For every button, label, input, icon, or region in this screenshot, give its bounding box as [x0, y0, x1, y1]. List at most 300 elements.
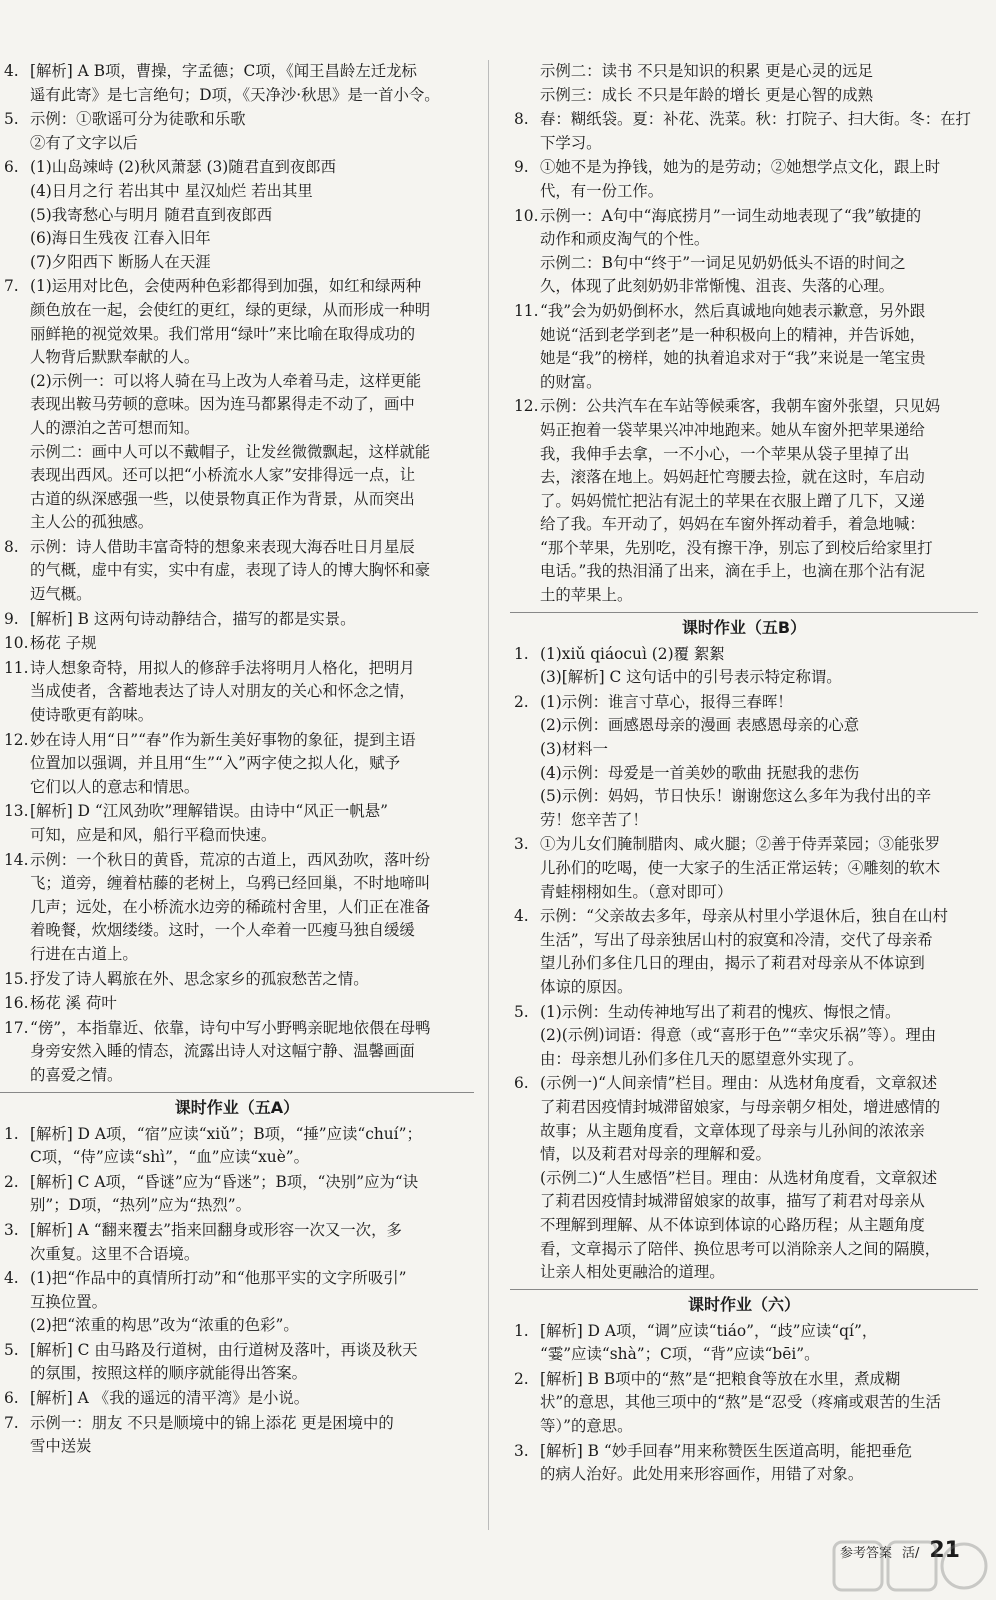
answer-line	[0, 1387, 474, 1411]
answer-number: 10.	[4, 634, 29, 653]
answer-line	[510, 180, 978, 204]
answer-number: 9.	[4, 609, 19, 628]
answer-line	[0, 824, 474, 848]
column-divider	[488, 60, 489, 1530]
answer-line	[0, 393, 474, 417]
answer-text: (示例一)“人间亲情”栏目。理由：从选材角度看，文章叙述	[540, 1074, 938, 1093]
answer-number: 3.	[514, 835, 529, 854]
answer-text: [解析] A “翻来覆去”指来回翻身或形容一次又一次，多	[30, 1220, 402, 1239]
answer-item	[0, 849, 474, 967]
answer-line	[0, 776, 474, 800]
answer-line	[0, 1314, 474, 1338]
answer-text: 表现出鞍马劳顿的意味。因为连马都累得走不动了，画中	[30, 395, 415, 414]
answer-text: ②有了文字以后	[30, 133, 138, 152]
answer-item	[0, 536, 474, 607]
answer-number: 3.	[514, 1441, 529, 1460]
answer-line	[510, 513, 978, 537]
answer-text: 劳！您辛苦了！	[540, 810, 648, 829]
answer-line	[0, 275, 474, 299]
answer-text: 互换位置。	[30, 1292, 107, 1311]
answer-text: ①她不是为挣钱，她为的是劳动；②她想学点文化，跟上时	[540, 158, 941, 177]
section-heading: 课时作业（五A）	[0, 1092, 474, 1121]
answer-text: 春：糊纸袋。夏：补花、洗菜。秋：打院子、扫大街。冬：在打	[540, 110, 971, 129]
answer-number: 6.	[514, 1074, 529, 1093]
answer-number: 14.	[4, 850, 29, 869]
answer-line	[0, 1017, 474, 1041]
answer-text: 的病人治好。此处用来形容画作，用错了对象。	[540, 1465, 864, 1484]
answer-text: 示例一：A句中“海底捞月”一词生动地表现了“我”敏捷的	[540, 206, 922, 225]
answer-line	[510, 395, 978, 419]
answer-line	[0, 1219, 474, 1243]
answer-number: 11.	[514, 301, 539, 320]
answer-line	[510, 1391, 978, 1415]
answer-text: [解析] C 由马路及行道树，由行道树及落叶，再谈及秋天	[30, 1340, 418, 1359]
answer-number: 5.	[4, 1340, 19, 1359]
answer-text: (2)示例：画感恩母亲的漫画 表感恩母亲的心意	[540, 716, 860, 735]
answer-line	[510, 1143, 978, 1167]
answer-line	[510, 691, 978, 715]
answer-line	[510, 905, 978, 929]
answer-line	[510, 347, 978, 371]
answer-line	[0, 1339, 474, 1363]
answer-line	[0, 1412, 474, 1436]
answer-text: 下学习。	[540, 133, 602, 152]
answer-line	[0, 800, 474, 824]
answer-line	[0, 1194, 474, 1218]
answer-number: 7.	[4, 277, 19, 296]
answer-text: 抒发了诗人羁旅在外、思念家乡的孤寂愁苦之情。	[30, 969, 369, 988]
answer-line	[0, 1435, 474, 1459]
answer-line	[0, 680, 474, 704]
left-column	[0, 60, 474, 1460]
answer-text: 示例：①歌谣可分为徒歌和乐歌	[30, 110, 246, 129]
answer-number: 9.	[514, 158, 529, 177]
answer-item	[0, 1171, 474, 1218]
answer-text: 的氛围，按照这样的顺序就能得出答案。	[30, 1364, 308, 1383]
answer-text: (2)把“浓重的构思”改为“浓重的色彩”。	[30, 1316, 299, 1335]
answer-item	[0, 729, 474, 800]
answer-line	[510, 1001, 978, 1025]
answer-line	[510, 1320, 978, 1344]
answer-text: “我”会为奶奶倒杯水，然后真诚地向她表示歉意，另外跟	[540, 301, 926, 320]
answer-item	[510, 156, 978, 203]
answer-item	[0, 1219, 474, 1266]
answer-item	[510, 60, 978, 107]
answer-item	[0, 632, 474, 656]
answer-number: 6.	[4, 158, 19, 177]
answer-line	[510, 108, 978, 132]
answer-line	[0, 632, 474, 656]
answer-text: 示例：诗人借助丰富奇特的想象来表现大海吞吐日月星辰	[30, 537, 415, 556]
answer-item	[510, 905, 978, 999]
answer-line	[510, 132, 978, 156]
answer-line	[0, 180, 474, 204]
answer-text: 示例：“父亲故去多年，母亲从村里小学退休后，独自在山村	[540, 907, 949, 926]
answer-text: 雪中送炭	[30, 1437, 92, 1456]
answer-text: 给了我。车开动了，妈妈在车窗外挥动着手，着急地喊：	[540, 515, 925, 534]
answer-text: 表现出西风。还可以把“小桥流水人家”安排得远一点，让	[30, 466, 416, 485]
answer-number: 15.	[4, 969, 29, 988]
answer-line	[0, 132, 474, 156]
answer-text: 几声；远处，在小桥流水边旁的稀疏村舍里，人们正在准备	[30, 897, 431, 916]
answer-text: [解析] A B项，曹操，字孟德；C项，《闻王昌龄左迁龙标	[30, 62, 417, 80]
answer-line	[510, 1368, 978, 1392]
answer-text: [解析] B “妙手回春”用来称赞医生医道高明，能把垂危	[540, 1441, 913, 1460]
answer-text: (7)夕阳西下 断肠人在天涯	[30, 252, 211, 271]
answer-line	[510, 156, 978, 180]
answer-number: 1.	[514, 1321, 529, 1340]
answer-line	[0, 752, 474, 776]
answer-item	[0, 608, 474, 632]
answer-number: 8.	[514, 110, 529, 129]
answer-line	[0, 1146, 474, 1170]
answer-text: 遥有此寄》是七言绝句；D项，《天净沙·秋思》是一首小令。	[30, 85, 440, 104]
answer-line	[0, 156, 474, 180]
answer-item	[510, 643, 978, 690]
answer-text: 青蛙栩栩如生。（意对即可）	[540, 882, 733, 901]
answer-line	[510, 1096, 978, 1120]
answer-item	[0, 60, 474, 107]
answer-line	[510, 976, 978, 1000]
answer-text: C项，“侍”应读“shì”，“血”应读“xuè”。	[30, 1148, 310, 1167]
answer-text: 了。妈妈慌忙把沾有泥土的苹果在衣服上蹭了几下，又递	[540, 491, 925, 510]
answer-line	[510, 371, 978, 395]
answer-text: 等）”的意思。	[540, 1417, 633, 1436]
answer-line	[510, 300, 978, 324]
answer-text: 久，体现了此刻奶奶非常惭愧、沮丧、失落的心理。	[540, 277, 894, 296]
answer-line	[510, 881, 978, 905]
answer-item	[0, 992, 474, 1016]
answer-text: 示例二：B句中“终于”一词足见奶奶低头不语的时间之	[540, 253, 906, 272]
answer-line	[0, 872, 474, 896]
answer-text: 看，文章揭示了陪伴、换位思考可以消除亲人之间的隔膜，	[540, 1239, 941, 1258]
answer-line	[510, 1463, 978, 1487]
answer-line	[510, 1415, 978, 1439]
answer-item	[0, 968, 474, 992]
answer-number: 12.	[514, 397, 539, 416]
answer-item	[0, 108, 474, 155]
answer-number: 3.	[4, 1220, 19, 1239]
answer-text: 杨花 子规	[30, 634, 97, 653]
answer-text: “霎”应读“shà”；C项，“背”应读“bēi”。	[540, 1345, 820, 1364]
answer-item	[0, 657, 474, 728]
answer-line	[510, 1167, 978, 1191]
answer-text: 了莉君因疫情封城滞留娘家的故事，描写了莉君对母亲从	[540, 1192, 925, 1211]
answer-line	[510, 809, 978, 833]
answer-line	[510, 1343, 978, 1367]
answer-text: [解析] D A项，“宿”应读“xiǔ”；B项，“捶”应读“chuí”；	[30, 1124, 422, 1143]
answer-text: (1)示例：谁言寸草心，报得三春晖！	[540, 692, 793, 711]
answer-line	[0, 417, 474, 441]
right-column	[510, 60, 978, 1488]
answer-line	[0, 1171, 474, 1195]
answer-text: 示例二：读书 不只是知识的积累 更是心灵的远足	[540, 62, 873, 80]
page-number: 21	[929, 1538, 960, 1563]
answer-text: (3)[解析] C 这句话中的引号表示特定称谓。	[540, 668, 842, 687]
answer-line	[510, 833, 978, 857]
answer-line	[510, 929, 978, 953]
answer-line	[510, 1048, 978, 1072]
answer-text: 生活”，写出了母亲独居山村的寂寞和冷清，交代了母亲希	[540, 930, 933, 949]
section-heading: 课时作业（六）	[510, 1289, 978, 1318]
answer-line	[510, 643, 978, 667]
answer-line	[0, 919, 474, 943]
answer-text: 可知，应是和风，船行平稳而快速。	[30, 826, 277, 844]
answer-line	[510, 714, 978, 738]
answer-line	[0, 1291, 474, 1315]
answer-line	[510, 205, 978, 229]
answer-text: 去，滚落在地上。妈妈赶忙弯腰去捡，就在这时，车启动	[540, 468, 925, 487]
answer-item	[0, 1339, 474, 1386]
answer-line	[0, 1243, 474, 1267]
answer-line	[510, 1024, 978, 1048]
answer-line	[0, 608, 474, 632]
answer-line	[510, 324, 978, 348]
answer-text: ①为儿女们腌制腊肉、咸火腿；②善于侍弄菜园；③能张罗	[540, 835, 941, 854]
answer-text: 迈气概。	[30, 585, 92, 604]
answer-text: 主人公的孤独感。	[30, 513, 154, 532]
answer-text: 当成使者，含蓄地表达了诗人对朋友的关心和怀念之情，	[30, 682, 415, 701]
answer-number: 2.	[514, 1369, 529, 1388]
answer-line	[0, 1362, 474, 1386]
answer-text: (1)把“作品中的真情所打动”和“他那平实的文字所吸引”	[30, 1269, 407, 1288]
answer-line	[0, 536, 474, 560]
answer-text: “傍”，本指靠近、依靠，诗句中写小野鸭亲昵地依偎在母鸭	[30, 1018, 431, 1037]
answer-text: 我，我伸手去拿，一不小心，一个苹果从袋子里掉了出	[540, 444, 910, 463]
answer-line	[0, 1267, 474, 1291]
answer-line	[510, 490, 978, 514]
answer-text: 次重复。这里不合语境。	[30, 1244, 200, 1263]
answer-text: 示例二：画中人可以不戴帽子，让发丝微微飘起，这样就能	[30, 442, 431, 461]
answer-line	[0, 464, 474, 488]
answer-text: 位置加以强调，并且用“生”“入”两字使之拟人化，赋予	[30, 754, 401, 773]
answer-text: 状”的意思，其他三项中的“熬”是“忍受（疼痛或艰苦的生活	[540, 1393, 941, 1412]
answer-text: 它们以人的意志和情思。	[30, 777, 200, 796]
answer-text: (5)我寄愁心与明月 随君直到夜郎西	[30, 205, 273, 224]
answer-line	[510, 466, 978, 490]
answer-line	[510, 1072, 978, 1096]
answer-text: 的喜爱之情。	[30, 1065, 123, 1084]
answer-text: 不理解到理解、从不体谅到体谅的心路历程；从主题角度	[540, 1215, 925, 1234]
answer-line	[0, 108, 474, 132]
answer-text: 体谅的原因。	[540, 977, 633, 996]
answer-item	[510, 205, 978, 299]
answer-text: (2)示例一：可以将人骑在马上改为人牵着马走，这样更能	[30, 371, 422, 390]
answer-line	[0, 346, 474, 370]
answer-text: 的气概，虚中有实，实中有虚，表现了诗人的博大胸怀和豪	[30, 561, 431, 580]
answer-number: 5.	[4, 110, 19, 129]
answer-number: 6.	[4, 1389, 19, 1408]
answer-line	[0, 968, 474, 992]
answer-text: 故事；从主题角度看，文章体现了母亲与儿孙间的浓浓亲	[540, 1121, 925, 1140]
answer-text: (6)海日生残夜 江春入旧年	[30, 229, 211, 248]
answer-text: [解析] D A项，“调”应读“tiáo”，“歧”应读“qí”，	[540, 1321, 878, 1340]
answer-text: 杨花 溪 荷叶	[30, 994, 117, 1013]
answer-text: (4)日月之行 若出其中 星汉灿烂 若出其里	[30, 181, 313, 200]
answer-line	[0, 60, 474, 84]
answer-text: 动作和顽皮淘气的个性。	[540, 230, 710, 249]
answer-line	[0, 992, 474, 1016]
answer-item	[0, 1412, 474, 1459]
answer-text: [解析] B 这两句诗动静结合，描写的都是实景。	[30, 609, 356, 628]
answer-text: 丽鲜艳的视觉效果。我们常用“绿叶”来比喻在取得成功的	[30, 324, 416, 343]
answer-text: 情，以及莉君对母亲的理解和爱。	[540, 1145, 771, 1164]
answer-text: (3)材料一	[540, 740, 608, 759]
answer-text: 着晚餐，炊烟缕缕。这时，一个人牵着一匹瘦马独自缓缓	[30, 921, 415, 940]
answer-line	[510, 228, 978, 252]
answer-item	[510, 1368, 978, 1439]
answer-text: 身旁安然入睡的情态，流露出诗人对这幅宁静、温馨画面	[30, 1042, 415, 1061]
answer-text: 让亲人相处更融洽的道理。	[540, 1263, 725, 1282]
answer-text: 的财富。	[540, 372, 602, 391]
answer-line	[0, 559, 474, 583]
answer-line	[0, 511, 474, 535]
answer-line	[510, 443, 978, 467]
answer-text: 人的漂泊之苦可想而知。	[30, 418, 200, 437]
answer-line	[0, 729, 474, 753]
answer-line	[0, 488, 474, 512]
answer-text: 望儿孙们多住几日的理由，揭示了莉君对母亲从不体谅到	[540, 954, 925, 973]
watermark-icon	[830, 1536, 990, 1596]
answer-number: 2.	[4, 1172, 19, 1191]
answer-text: (1)山岛竦峙 (2)秋风萧瑟 (3)随君直到夜郎西	[30, 158, 337, 177]
answer-line	[510, 560, 978, 584]
answer-line	[510, 275, 978, 299]
answer-text: (1)运用对比色，会使两种色彩都得到加强，如红和绿两种	[30, 277, 422, 296]
answer-number: 4.	[514, 907, 529, 926]
answer-text: 土的苹果上。	[540, 586, 633, 605]
answer-line	[510, 84, 978, 108]
answer-text: 示例三：成长 不只是年龄的增长 更是心智的成熟	[540, 85, 873, 104]
answer-line	[510, 1440, 978, 1464]
answer-number: 16.	[4, 994, 29, 1013]
answer-text: 妈正抱着一袋苹果兴冲冲地跑来。她从车窗外把苹果递给	[540, 420, 925, 439]
answer-text: [解析] D “江风劲吹”理解错误。由诗中“风正一帆悬”	[30, 802, 389, 821]
answer-text: (示例二)“人生感悟”栏目。理由：从选材角度看，文章叙述	[540, 1168, 938, 1187]
answer-line	[510, 785, 978, 809]
answer-number: 11.	[4, 658, 29, 677]
answer-line	[510, 762, 978, 786]
answer-number: 4.	[4, 1269, 19, 1288]
answer-item	[510, 1001, 978, 1072]
answer-line	[510, 857, 978, 881]
answer-number: 8.	[4, 537, 19, 556]
answer-text: (1)示例：生动传神地写出了莉君的愧疚、悔恨之情。	[540, 1002, 901, 1021]
answer-text: 妙在诗人用“日”“春”作为新生美好事物的象征，提到主语	[30, 730, 416, 749]
answer-item	[510, 108, 978, 155]
answer-text: (1)xiǔ qiáocuì (2)覆 絮絮	[540, 644, 725, 663]
answer-item	[0, 1123, 474, 1170]
answer-text: 别”；D项，“热列”应为“热烈”。	[30, 1196, 251, 1215]
answer-line	[0, 441, 474, 465]
answer-line	[0, 657, 474, 681]
answer-text: 儿孙们的吃喝，使一大家子的生活正常运转；④雕刻的软木	[540, 859, 941, 877]
answer-number: 1.	[514, 644, 529, 663]
answer-item	[0, 156, 474, 274]
answer-line	[510, 738, 978, 762]
answer-number: 13.	[4, 802, 29, 821]
answer-text: (2)(示例)词语：得意（或“喜形于色”“幸灾乐祸”等）。理由	[540, 1026, 937, 1045]
answer-line	[510, 952, 978, 976]
answer-line	[0, 323, 474, 347]
answer-number: 10.	[514, 206, 539, 225]
answer-item	[510, 300, 978, 394]
footer-sub: 活/	[901, 1546, 920, 1561]
answer-number: 5.	[514, 1002, 529, 1021]
answer-item	[510, 395, 978, 607]
answer-line	[0, 1064, 474, 1088]
answer-text: 示例：一个秋日的黄昏，荒凉的古道上，西风劲吹，落叶纷	[30, 850, 431, 869]
answer-line	[510, 252, 978, 276]
section-heading: 课时作业（五B）	[510, 612, 978, 641]
answer-line	[0, 204, 474, 228]
answer-item	[0, 800, 474, 847]
answer-text: 她是“我”的榜样，她的执着追求对于“我”来说是一笔宝贵	[540, 349, 926, 368]
answer-item	[0, 275, 474, 535]
answer-line	[0, 227, 474, 251]
answer-text: [解析] C A项，“昏谜”应为“昏迷”；B项，“决别”应为“诀	[30, 1172, 419, 1191]
answer-line	[510, 1120, 978, 1144]
answer-line	[0, 251, 474, 275]
answer-text: 古道的纵深感强一些，以使景物真正作为背景，从而突出	[30, 489, 415, 508]
answer-line	[510, 537, 978, 561]
answer-line	[0, 84, 474, 108]
answer-item	[0, 1017, 474, 1088]
answer-line	[510, 1190, 978, 1214]
answer-line	[510, 60, 978, 84]
answer-text: 使诗歌更有韵味。	[30, 706, 154, 725]
answer-number: 2.	[514, 692, 529, 711]
answer-item	[0, 1267, 474, 1338]
answer-text: 行进在古道上。	[30, 944, 138, 963]
answer-line	[0, 704, 474, 728]
answer-text: 由：母亲想儿孙们多住几天的愿望意外实现了。	[540, 1049, 864, 1068]
answer-text: [解析] B B项中的“熬”是“把粮食等放在水里，煮成糊	[540, 1369, 901, 1388]
answer-line	[0, 1123, 474, 1147]
footer-label: 参考答案	[839, 1546, 892, 1561]
answer-text: 人物背后默默奉献的人。	[30, 348, 200, 367]
answer-line	[510, 666, 978, 690]
answer-line	[510, 1214, 978, 1238]
answer-text: 诗人想象奇特，用拟人的修辞手法将明月人格化，把明月	[30, 658, 415, 677]
answer-text: 电话。”我的热泪涌了出来，滴在手上，也滴在那个沾有泥	[540, 562, 925, 581]
answer-line	[510, 419, 978, 443]
answer-text: (4)示例：母爱是一首美妙的歌曲 抚慰我的悲伤	[540, 763, 860, 782]
answer-text: 她说“活到老学到老”是一种积极向上的精神，并告诉她，	[540, 325, 926, 344]
answer-number: 17.	[4, 1018, 29, 1037]
answer-number: 1.	[4, 1124, 19, 1143]
answer-line	[0, 896, 474, 920]
answer-line	[0, 583, 474, 607]
answer-item	[510, 1440, 978, 1487]
answer-item	[510, 1072, 978, 1284]
answer-line	[510, 1261, 978, 1285]
answer-line	[510, 1238, 978, 1262]
answer-item	[0, 1387, 474, 1411]
answer-text: [解析] A 《我的遥远的清平湾》是小说。	[30, 1389, 310, 1408]
answer-line	[510, 584, 978, 608]
answer-number: 4.	[4, 62, 19, 80]
answer-item	[510, 691, 978, 833]
answer-text: “那个苹果，先别吃，没有擦干净，别忘了到校后给家里打	[540, 538, 933, 557]
answer-line	[0, 1040, 474, 1064]
answer-text: (5)示例：妈妈，节日快乐！谢谢您这么多年为我付出的辛	[540, 787, 932, 806]
answer-text: 了莉君因疫情封城滞留娘家，与母亲朝夕相处，增进感情的	[540, 1097, 941, 1116]
answer-line	[0, 943, 474, 967]
answer-text: 飞；道旁，缠着枯藤的老树上，乌鸦已经回巢，不时地啼叫	[30, 874, 431, 893]
answer-number: 7.	[4, 1413, 19, 1432]
answer-text: 颜色放在一起，会使红的更红，绿的更绿，从而形成一种明	[30, 300, 431, 319]
